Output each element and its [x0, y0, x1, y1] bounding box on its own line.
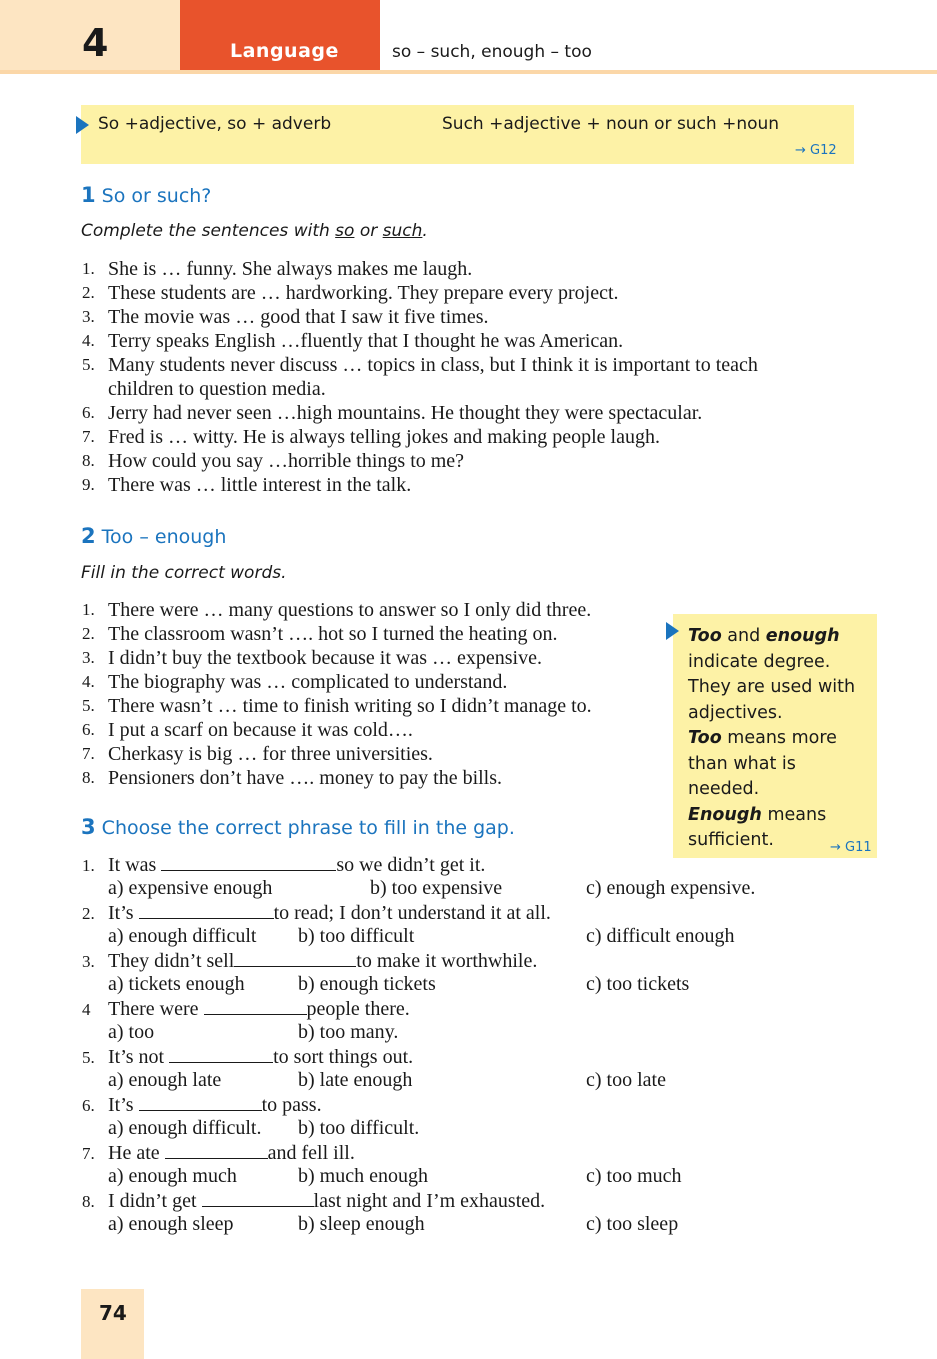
item-text: These students are … hardworking. They prepare every project.	[108, 282, 619, 304]
list-item	[82, 281, 822, 305]
exercise-number: 3	[81, 815, 96, 839]
topic-title: so – such, enough – too	[392, 42, 592, 62]
exercise-2-instructions: Fill in the correct words.	[81, 563, 287, 583]
list-item	[82, 742, 667, 766]
exercise-1-heading	[81, 183, 211, 207]
question-text-start: It was	[108, 854, 162, 876]
question	[82, 948, 537, 974]
item-number: 4.	[82, 672, 95, 691]
option-a[interactable]: a) enough difficult	[108, 925, 257, 947]
question-text-end: to sort things out.	[273, 1046, 414, 1068]
question-text-end: last night and I’m exhausted.	[313, 1190, 546, 1212]
item-text: The movie was … good that I saw it five times.	[108, 306, 489, 328]
question-text-end: people there.	[306, 998, 410, 1020]
option-b[interactable]: b) too expensive	[370, 877, 503, 899]
item-text: I put a scarf on because it was cold….	[108, 719, 413, 741]
list-item	[82, 329, 822, 353]
item-text: How could you say …horrible things to me?	[108, 450, 465, 472]
option-c[interactable]: c) too late	[586, 1069, 666, 1091]
item-number: 8.	[82, 451, 95, 470]
question	[82, 1044, 413, 1070]
question-number: 6.	[82, 1096, 95, 1115]
note-text: Too and enough indicate degree. They are used with adjectives. Too means more than what is needed. Enough means sufficient.	[688, 626, 856, 850]
option-b[interactable]: b) too difficult	[298, 925, 415, 947]
option-c[interactable]: c) too much	[586, 1165, 682, 1187]
grammar-reference-link[interactable]: → G11	[830, 840, 872, 855]
item-text: Terry speaks English …fluently that I thought he was American.	[108, 330, 624, 352]
item-number: 4.	[82, 331, 95, 350]
answer-gap[interactable]	[139, 900, 274, 919]
too-enough-note	[673, 614, 877, 858]
item-number: 3.	[82, 307, 95, 326]
question-text-start: It’s	[108, 1094, 139, 1116]
option-a[interactable]: a) tickets enough	[108, 973, 245, 995]
item-number: 1.	[82, 259, 95, 278]
exercise-number: 1	[81, 183, 96, 207]
item-number: 5.	[82, 696, 95, 715]
question-text-end: so we didn’t get it.	[336, 854, 486, 876]
item-number: 8.	[82, 768, 95, 787]
list-item	[82, 257, 822, 281]
list-item	[82, 646, 667, 670]
question-number: 4	[82, 1000, 91, 1019]
section-label: Language	[230, 40, 339, 62]
list-item	[82, 766, 667, 790]
option-c[interactable]: c) too sleep	[586, 1213, 679, 1235]
option-c[interactable]: c) too tickets	[586, 973, 690, 995]
list-item	[82, 473, 822, 497]
item-number: 9.	[82, 475, 95, 494]
option-b[interactable]: b) late enough	[298, 1069, 413, 1091]
item-number: 2.	[82, 283, 95, 302]
question	[82, 1188, 545, 1214]
question-number: 3.	[82, 952, 95, 971]
list-item	[82, 449, 822, 473]
option-a[interactable]: a) enough much	[108, 1165, 237, 1187]
item-text: The classroom wasn’t …. hot so I turned the heating on.	[108, 623, 558, 645]
question-number: 1.	[82, 856, 95, 875]
question-text-start: It’s not	[108, 1046, 170, 1068]
answer-gap[interactable]	[202, 1188, 314, 1207]
exercise-3-heading	[81, 815, 515, 839]
question-text-start: I didn’t get	[108, 1190, 202, 1212]
unit-number: 4	[82, 21, 109, 65]
list-item	[82, 305, 822, 329]
rule-so: So +adjective, so + adverb	[98, 114, 332, 134]
item-text: Fred is … witty. He is always telling jokes and making people laugh.	[108, 426, 660, 448]
answer-gap[interactable]	[169, 1044, 273, 1063]
question	[82, 900, 551, 926]
question	[82, 996, 410, 1022]
list-item	[82, 425, 822, 449]
option-b[interactable]: b) too many.	[298, 1021, 399, 1043]
question	[82, 1092, 322, 1118]
item-number: 2.	[82, 624, 95, 643]
page-number-box	[81, 1289, 144, 1359]
question-text-start: He ate	[108, 1142, 165, 1164]
option-a[interactable]: a) too	[108, 1021, 155, 1043]
question-text-start: It’s	[108, 902, 139, 924]
header-divider	[0, 70, 937, 74]
pointer-triangle-icon	[666, 622, 679, 640]
section-tab	[180, 0, 380, 72]
option-b[interactable]: b) enough tickets	[298, 973, 436, 995]
item-number: 1.	[82, 600, 95, 619]
item-number: 6.	[82, 720, 95, 739]
item-text: Cherkasy is big … for three universities.	[108, 743, 433, 765]
list-item	[82, 670, 667, 694]
question-number: 2.	[82, 904, 95, 923]
item-text: Jerry had never seen …high mountains. He thought they were spectacular.	[108, 402, 703, 424]
option-c[interactable]: c) enough expensive.	[586, 877, 756, 899]
exercise-title: Too – enough	[101, 526, 227, 548]
question-text-end: to read; I don’t understand it at all.	[273, 902, 551, 924]
item-text: The biography was … complicated to understand.	[108, 671, 508, 693]
question-text-start: They didn’t sell	[108, 950, 235, 972]
item-text: She is … funny. She always makes me laugh.	[108, 258, 473, 280]
item-text: There wasn’t … time to finish writing so I didn’t manage to.	[108, 695, 592, 717]
exercise-1-instructions: Complete the sentences with so or such.	[81, 221, 428, 241]
list-item	[82, 694, 667, 718]
option-b[interactable]: b) much enough	[298, 1165, 428, 1187]
exercise-1-list	[82, 257, 822, 497]
question-number: 5.	[82, 1048, 95, 1067]
list-item	[82, 718, 667, 742]
option-a[interactable]: a) expensive enough	[108, 877, 273, 899]
answer-gap[interactable]	[165, 1140, 268, 1159]
question-text-end: and fell ill.	[267, 1142, 355, 1164]
item-text: Many students never discuss … topics in class, but I think it is important to teach children to question media.	[108, 354, 758, 400]
question-text-start: There were	[108, 998, 204, 1020]
pointer-triangle-icon	[76, 116, 89, 134]
question-number: 8.	[82, 1192, 95, 1211]
list-item	[82, 598, 667, 622]
question-text-end: to make it worthwhile.	[356, 950, 538, 972]
list-item	[82, 353, 822, 401]
list-item	[82, 401, 822, 425]
answer-gap[interactable]	[161, 852, 336, 871]
option-a[interactable]: a) enough difficult.	[108, 1117, 262, 1139]
item-number: 3.	[82, 648, 95, 667]
question-text-end: to pass.	[261, 1094, 322, 1116]
page-number: 74	[99, 1301, 127, 1325]
option-a[interactable]: a) enough sleep	[108, 1213, 234, 1235]
item-text: There were … many questions to answer so I only did three.	[108, 599, 592, 621]
option-c[interactable]: c) difficult enough	[586, 925, 735, 947]
question-number: 7.	[82, 1144, 95, 1163]
item-number: 7.	[82, 427, 95, 446]
grammar-reference-link[interactable]: → G12	[795, 143, 837, 158]
item-number: 7.	[82, 744, 95, 763]
exercise-2-heading	[81, 524, 226, 548]
grammar-rule-box	[81, 105, 854, 164]
option-b[interactable]: b) sleep enough	[298, 1213, 425, 1235]
item-text: There was … little interest in the talk.	[108, 474, 412, 496]
answer-gap[interactable]	[139, 1092, 262, 1111]
list-item	[82, 622, 667, 646]
answer-gap[interactable]	[204, 996, 307, 1015]
exercise-2-list	[82, 598, 667, 790]
exercise-title: So or such?	[101, 185, 212, 207]
item-text: I didn’t buy the textbook because it was … expensive.	[108, 647, 542, 669]
exercise-number: 2	[81, 524, 96, 548]
exercise-title: Choose the correct phrase to fill in the gap.	[101, 817, 515, 839]
item-number: 6.	[82, 403, 95, 422]
option-b[interactable]: b) too difficult.	[298, 1117, 420, 1139]
rule-such: Such +adjective + noun or such +noun	[442, 114, 780, 134]
item-number: 5.	[82, 355, 95, 374]
question	[82, 1140, 355, 1166]
answer-gap[interactable]	[234, 948, 356, 967]
item-text: Pensioners don’t have …. money to pay the bills.	[108, 767, 503, 789]
option-a[interactable]: a) enough late	[108, 1069, 222, 1091]
question	[82, 852, 485, 878]
